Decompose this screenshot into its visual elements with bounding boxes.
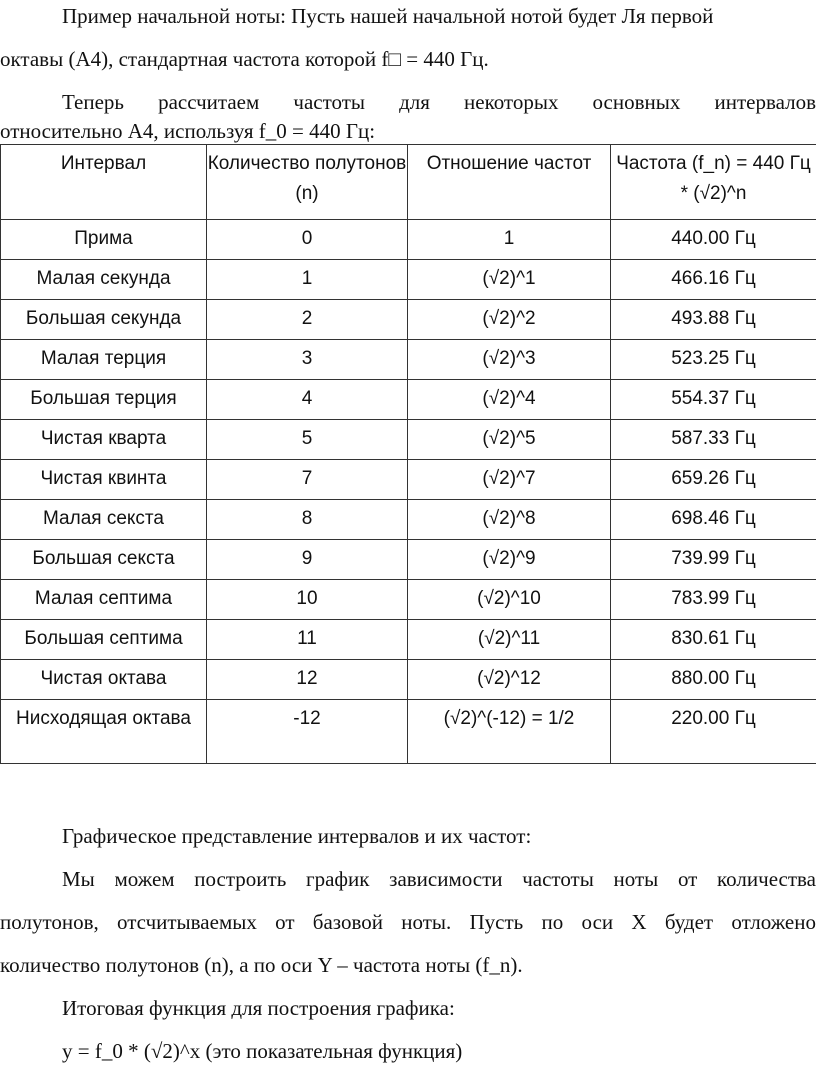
cell-frequency: 587.33 Гц bbox=[611, 420, 816, 460]
table-row bbox=[1, 660, 816, 700]
cell-frequency: 830.61 Гц bbox=[611, 620, 816, 660]
cell-interval: Большая терция bbox=[1, 380, 207, 420]
table-row bbox=[1, 500, 816, 540]
header-semitones bbox=[207, 145, 408, 220]
table-row bbox=[1, 340, 816, 380]
cell-semitones: 2 bbox=[207, 300, 408, 340]
cell-semitones: 10 bbox=[207, 580, 408, 620]
cell-frequency: 880.00 Гц bbox=[611, 660, 816, 700]
cell-semitones: 5 bbox=[207, 420, 408, 460]
cell-frequency: 493.88 Гц bbox=[611, 300, 816, 340]
cell-interval: Чистая октава bbox=[1, 660, 207, 700]
intro-line-1: Пример начальной ноты: Пусть нашей начальной нотой будет Ля первой bbox=[62, 4, 714, 28]
cell-semitones: 4 bbox=[207, 380, 408, 420]
table-body bbox=[1, 220, 816, 764]
table-row bbox=[1, 700, 816, 764]
cell-ratio: (√2)^9 bbox=[408, 540, 611, 580]
cell-ratio: (√2)^10 bbox=[408, 580, 611, 620]
cell-interval: Нисходящая октава bbox=[1, 700, 207, 764]
cell-ratio: (√2)^4 bbox=[408, 380, 611, 420]
cell-semitones: 1 bbox=[207, 260, 408, 300]
table-row bbox=[1, 620, 816, 660]
cell-interval: Большая секста bbox=[1, 540, 207, 580]
cell-semitones: 12 bbox=[207, 660, 408, 700]
cell-ratio: (√2)^1 bbox=[408, 260, 611, 300]
function-formula: y = f_0 * (√2)^x (это показательная функция) bbox=[62, 1039, 463, 1063]
header-frequency bbox=[611, 145, 816, 220]
cell-ratio: (√2)^11 bbox=[408, 620, 611, 660]
cell-frequency: 466.16 Гц bbox=[611, 260, 816, 300]
table-row bbox=[1, 260, 816, 300]
cell-ratio: (√2)^12 bbox=[408, 660, 611, 700]
cell-ratio: 1 bbox=[408, 220, 611, 260]
table-header-row bbox=[1, 145, 816, 220]
cell-frequency: 440.00 Гц bbox=[611, 220, 816, 260]
header-frequency-label: Частота (f_n) = 440 Гц * (√2)^n bbox=[616, 153, 811, 204]
cell-semitones: 3 bbox=[207, 340, 408, 380]
table-row bbox=[1, 420, 816, 460]
intervals-table bbox=[0, 144, 816, 764]
cell-interval: Малая терция bbox=[1, 340, 207, 380]
header-semitones-label: Количество полутонов (n) bbox=[207, 153, 407, 204]
cell-ratio: (√2)^2 bbox=[408, 300, 611, 340]
graph-para-line-1: Мы можем построить график зависимости частоты ноты от количества bbox=[62, 867, 816, 891]
header-interval: Интервал bbox=[1, 145, 207, 220]
cell-semitones: 8 bbox=[207, 500, 408, 540]
cell-interval: Чистая квинта bbox=[1, 460, 207, 500]
graph-para-line-3: количество полутонов (n), а по оси Y – частота ноты (f_n). bbox=[0, 953, 523, 977]
cell-semitones: 11 bbox=[207, 620, 408, 660]
cell-interval: Малая секста bbox=[1, 500, 207, 540]
cell-semitones: 0 bbox=[207, 220, 408, 260]
cell-semitones: 9 bbox=[207, 540, 408, 580]
intro-line-4: относительно A4, используя f_0 = 440 Гц: bbox=[0, 119, 376, 143]
cell-semitones: -12 bbox=[207, 700, 408, 764]
cell-ratio: (√2)^5 bbox=[408, 420, 611, 460]
cell-interval: Большая секунда bbox=[1, 300, 207, 340]
cell-frequency: 739.99 Гц bbox=[611, 540, 816, 580]
cell-frequency: 698.46 Гц bbox=[611, 500, 816, 540]
table-row bbox=[1, 380, 816, 420]
cell-interval: Чистая кварта bbox=[1, 420, 207, 460]
cell-frequency: 523.25 Гц bbox=[611, 340, 816, 380]
graph-para-line-2: полутонов, отсчитываемых от базовой ноты. Пусть по оси X будет отложено bbox=[0, 910, 816, 934]
cell-frequency: 220.00 Гц bbox=[611, 700, 816, 764]
function-heading: Итоговая функция для построения графика: bbox=[62, 996, 455, 1020]
cell-interval: Большая септима bbox=[1, 620, 207, 660]
cell-interval: Малая септима bbox=[1, 580, 207, 620]
graph-heading: Графическое представление интервалов и их частот: bbox=[62, 824, 532, 848]
cell-frequency: 554.37 Гц bbox=[611, 380, 816, 420]
intro-line-2: октавы (A4), стандартная частота которой f□ = 440 Гц. bbox=[0, 47, 489, 71]
cell-interval: Малая секунда bbox=[1, 260, 207, 300]
cell-frequency: 783.99 Гц bbox=[611, 580, 816, 620]
table-row bbox=[1, 220, 816, 260]
intro-line-3: Теперь рассчитаем частоты для некоторых основных интервалов bbox=[62, 90, 816, 114]
cell-interval: Прима bbox=[1, 220, 207, 260]
header-ratio: Отношение частот bbox=[408, 145, 611, 220]
cell-frequency: 659.26 Гц bbox=[611, 460, 816, 500]
table-row bbox=[1, 580, 816, 620]
cell-semitones: 7 bbox=[207, 460, 408, 500]
cell-ratio: (√2)^3 bbox=[408, 340, 611, 380]
cell-ratio: (√2)^7 bbox=[408, 460, 611, 500]
cell-ratio: (√2)^8 bbox=[408, 500, 611, 540]
cell-ratio: (√2)^(-12) = 1/2 bbox=[408, 700, 611, 764]
table-row bbox=[1, 540, 816, 580]
table-row bbox=[1, 460, 816, 500]
table-row bbox=[1, 300, 816, 340]
